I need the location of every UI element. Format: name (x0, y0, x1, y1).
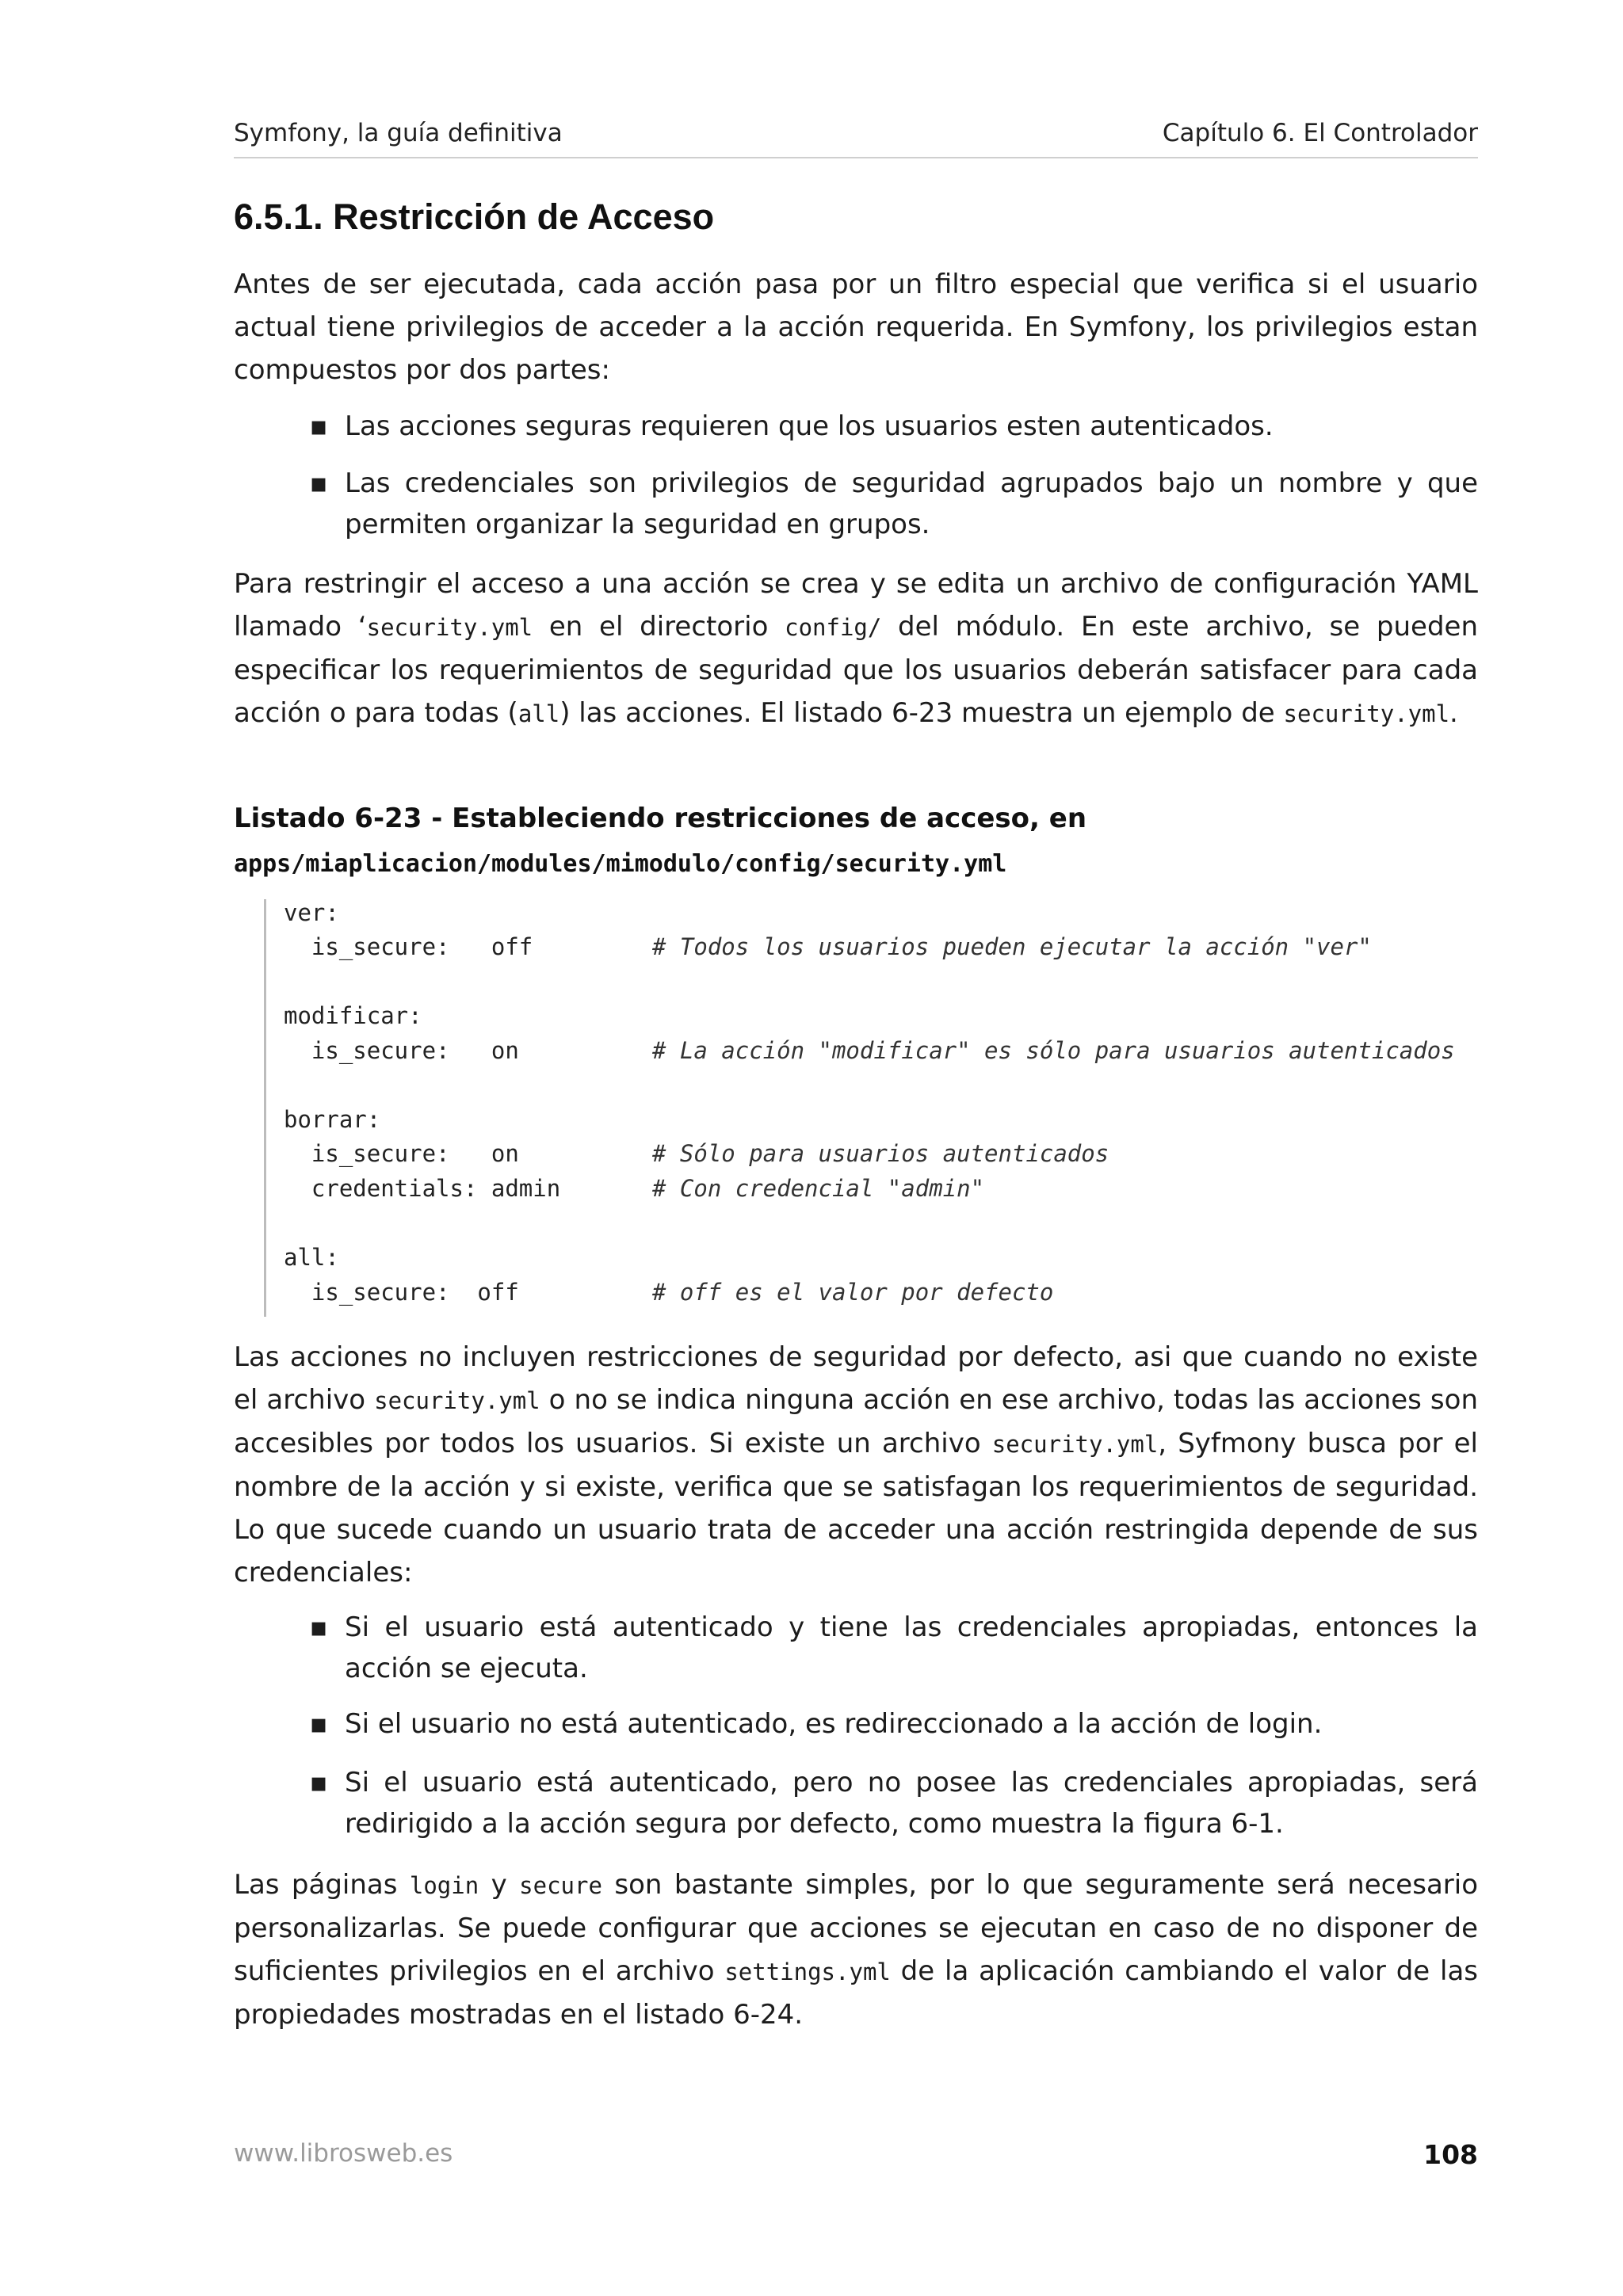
bullet-text: Si el usuario no está autenticado, es redireccionado a la acción de login. (345, 1708, 1323, 1740)
code-line: all: (284, 1244, 339, 1271)
bullet-item (307, 1762, 1478, 1844)
inline-code: security.yml (374, 1387, 540, 1414)
inline-code: all (517, 700, 560, 727)
inline-code: secure (519, 1872, 602, 1899)
bullet-icon: ▪ (309, 1611, 328, 1643)
bullet-text: Las acciones seguras requieren que los usuarios esten autenticados. (345, 410, 1274, 442)
bullet-icon: ▪ (309, 1708, 328, 1740)
listing-caption: Listado 6-23 - Estableciendo restricciones de acceso, en apps/miaplicacion/modules/mimodulo/config/security.yml (234, 803, 1087, 878)
code-line: modificar: (284, 1002, 422, 1029)
inline-code: config/ (785, 614, 882, 641)
code-comment: # La acción "modificar" es sólo para usuarios autenticados (652, 1037, 1455, 1064)
bullet-item (307, 406, 1478, 447)
code-line: is_secure: off (284, 933, 533, 960)
code-line: ver: (284, 899, 339, 926)
chapter-title: Capítulo 6. El Controlador (1162, 119, 1478, 147)
code-line: borrar: (284, 1106, 381, 1133)
section-title: 6.5.1. Restricción de Acceso (234, 196, 715, 237)
bullet-text: Si el usuario está autenticado, pero no posee las credenciales apropiadas, será redirigido a la acción segura por defecto, como muestra la figura 6-1. (345, 1767, 1478, 1840)
page-header (234, 119, 1478, 158)
code-block (264, 899, 1480, 1317)
code-line: is_secure: on (284, 1140, 519, 1167)
bullet-icon: ▪ (309, 1767, 328, 1798)
code-comment: # Sólo para usuarios autenticados (652, 1140, 1109, 1167)
bullet-icon: ▪ (309, 410, 328, 442)
paragraph-defaults: Las acciones no incluyen restricciones de seguridad por defecto, asi que cuando no existe el archivo security.yml o no se indica ninguna acción en ese archivo, todas las acciones son accesibles por todos los usuarios. Si existe un archivo security.yml, Syfmony busca por el nombre de la acción y si existe, verifica que se satisfagan los requerimientos de seguridad. Lo que sucede cuando un usuario trata de acceder una acción restringida depende de sus credenciales: (234, 1341, 1478, 1589)
footer-site: www.librosweb.es (234, 2139, 453, 2168)
bullet-item (307, 463, 1478, 545)
code-line: is_secure: off (284, 1279, 519, 1306)
book-title: Symfony, la guía definitiva (234, 119, 563, 147)
inline-code: settings.yml (724, 1958, 891, 1985)
bullet-text: Las credenciales son privilegios de seguridad agrupados bajo un nombre y que permiten organizar la seguridad en grupos. (345, 467, 1478, 540)
inline-code: security.yml (366, 614, 533, 641)
bullet-text: Si el usuario está autenticado y tiene las credenciales apropiadas, entonces la acción se ejecuta. (345, 1611, 1478, 1684)
code-comment: # Todos los usuarios pueden ejecutar la acción "ver" (652, 933, 1372, 960)
bullet-icon: ▪ (309, 467, 328, 499)
inline-code: security.yml (991, 1431, 1159, 1458)
bullet-item (307, 1703, 1478, 1745)
code-comment: # off es el valor por defecto (652, 1279, 1054, 1306)
paragraph-login-secure: Las páginas login y secure son bastante simples, por lo que seguramente será necesario personalizarlas. Se puede configurar que acciones se ejecutan en caso de no disponer de suficientes privilegios en el archivo settings.yml de la aplicación cambiando el valor de las propiedades mostradas en el listado 6-24. (234, 1869, 1479, 2031)
intro-paragraph: Antes de ser ejecutada, cada acción pasa por un filtro especial que verifica si el usuario actual tiene privilegios de acceder a la acción requerida. En Symfony, los privilegios estan compuestos por dos partes: (234, 269, 1478, 386)
code-line: is_secure: on (284, 1037, 519, 1064)
paragraph-security-yml: Para restringir el acceso a una acción se crea y se edita un archivo de configuración YAML llamado ‘security.yml en el directorio config/ del módulo. En este archivo, se pueden especificar los requerimientos de seguridad que los usuarios deberán satisfacer para cada acción o para todas (all) las acciones. El listado 6-23 muestra un ejemplo de security.yml. (234, 568, 1479, 729)
inline-code: security.yml (1283, 700, 1450, 727)
listing-path: apps/miaplicacion/modules/mimodulo/config/security.yml (234, 850, 1007, 878)
page-number: 108 (1423, 2139, 1478, 2170)
document-page (234, 0, 1478, 2296)
bullet-item (307, 1607, 1478, 1689)
inline-code: login (409, 1872, 479, 1899)
code-comment: # Con credencial "admin" (652, 1175, 985, 1202)
code-line: credentials: admin (284, 1175, 561, 1202)
